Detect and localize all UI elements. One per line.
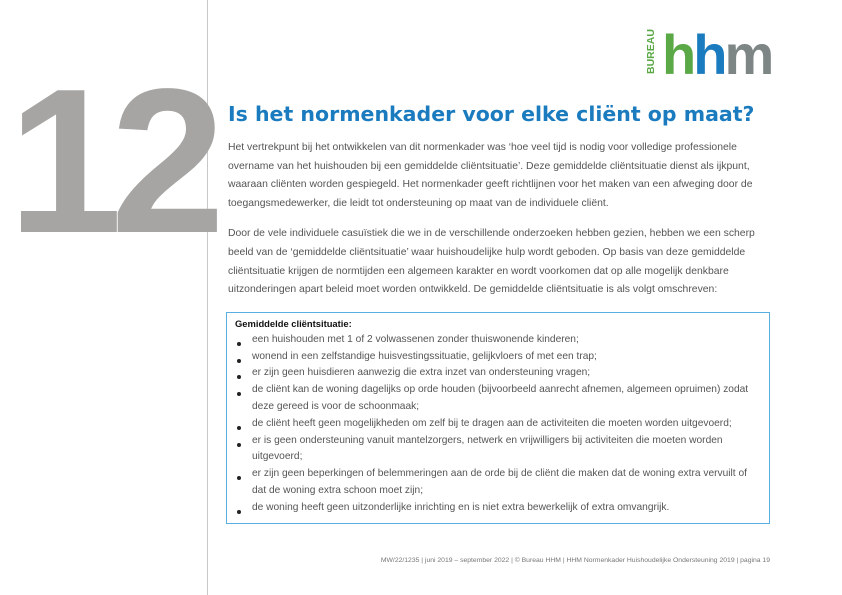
list-item: wonend in een zelfstandige huisvestingssituatie, gelijkvloers of met een trap; [235,349,761,366]
bureau-hhm-logo [644,22,774,78]
list-item: er zijn geen huisdieren aanwezig die extra inzet van ondersteuning vragen; [235,365,761,382]
list-item: er is geen ondersteuning vanuit mantelzorgers, netwerk en vrijwilligers bij activiteiten die moeten worden uitgevoerd; [235,433,761,467]
list-item: een huishouden met 1 of 2 volwassenen zonder thuiswonende kinderen; [235,332,761,349]
page-footer: MW/22/1235 | juni 2019 – september 2022 | © Bureau HHM | HHM Normenkader Huishoudelijke Ondersteuning 2019 | pagina 19 [380,557,770,564]
list-item: de woning heeft geen uitzonderlijke inrichting en is niet extra bewerkelijk of extra omvangrijk. [235,500,761,517]
box-heading: Gemiddelde cliëntsituatie: [235,317,352,329]
chapter-number: 12 [8,46,214,276]
intro-paragraph: Het vertrekpunt bij het ontwikkelen van dit normenkader was ‘hoe veel tijd is nodig voor volledige professionele overname van het huishouden bij een gemiddelde cliëntsituatie’. Deze gemiddelde cliëntsituatie dienst als ijkpunt, waaraan cliënten worden gespiegeld. Het normenkader geeft richtlijnen voor het maken van een afweging door de toegangsmedewerker, die leidt tot ondersteuning op maat van de individuele cliënt. [228,142,753,209]
context-paragraph: Door de vele individuele casuïstiek die we in de verschillende onderzoeken hebben gezien, hebben we een scherp beeld van de ‘gemiddelde cliëntsituatie’ waar huishoudelijke hulp wordt geboden. Op basis van deze gemiddelde cliëntsituatie krijgen de normtijden een algemeen karakter en wordt voorkomen dat op alle mogelijk denkbare uitzonderingen apart beleid moet worden ontwikkeld. De gemiddelde cliëntsituatie is als volgt omschreven: [228,228,755,296]
list-item: er zijn geen beperkingen of belemmeringen aan de orde bij de cliënt die maken dat de woning extra vervuilt of dat de woning extra schoon moet zijn; [235,466,761,500]
average-client-situation-box [226,312,770,524]
content-column [228,101,774,524]
logo-wordmark: hhm [662,23,772,78]
page-title: Is het normenkader voor elke cliënt op maat? [228,102,755,126]
list-item: de cliënt kan de woning dagelijks op orde houden (bijvoorbeeld aanrecht afnemen, algemeen opruimen) zodat deze gereed is voor de schoonmaak; [235,382,761,416]
logo-small-text: BUREAU [645,29,657,74]
list-item: de cliënt heeft geen mogelijkheden om zelf bij te dragen aan de activiteiten die moeten worden uitgevoerd; [235,416,761,433]
criteria-list [235,332,761,517]
